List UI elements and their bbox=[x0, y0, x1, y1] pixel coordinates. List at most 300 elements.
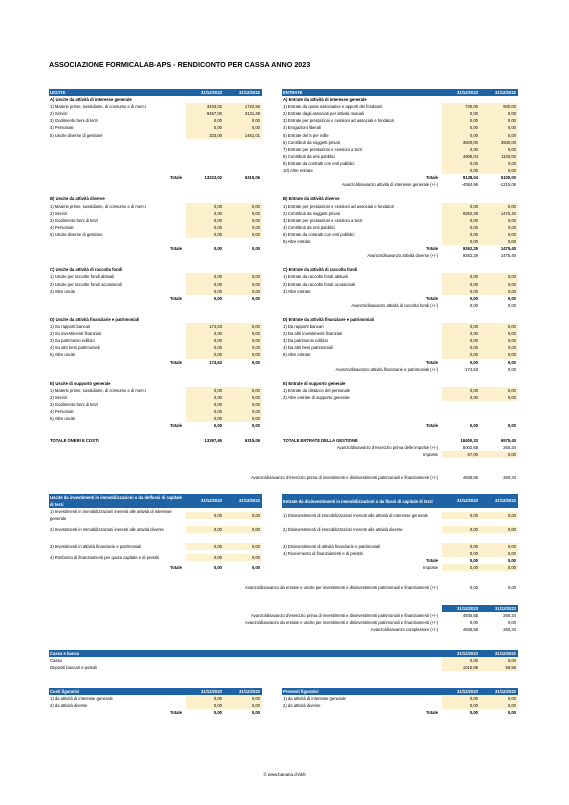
value-2023: 9138,04 bbox=[462, 175, 478, 181]
value-2023: 0,00 bbox=[186, 695, 224, 702]
table-row bbox=[49, 709, 262, 716]
value-2023: 0,00 bbox=[469, 620, 478, 626]
table-row bbox=[49, 217, 262, 224]
table-row bbox=[49, 231, 262, 238]
value-2023: 31/12/2023 bbox=[201, 498, 222, 504]
value-2023: 0,00 bbox=[442, 543, 480, 550]
value-2023: 0,00 bbox=[186, 273, 224, 280]
value-2023: 0,00 bbox=[469, 558, 478, 564]
table-row bbox=[282, 266, 518, 273]
value-2023: 0,00 bbox=[213, 246, 222, 252]
value-2022: 0,00 bbox=[480, 288, 518, 295]
value-2022: 0,00 bbox=[224, 337, 262, 344]
row-label: 3) Altre entrate bbox=[283, 288, 311, 294]
value-2022: 0,00 bbox=[480, 203, 518, 210]
value-2023: 333,00 bbox=[186, 132, 224, 139]
value-2023: 31/12/2023 bbox=[457, 498, 478, 504]
table-row bbox=[282, 337, 518, 344]
table-row bbox=[282, 288, 518, 295]
row-label: 1) Entrate da raccolte fondi abituali bbox=[283, 274, 348, 280]
table-row bbox=[282, 330, 518, 337]
spacer-row bbox=[282, 536, 518, 543]
row-label: Cassa e banca bbox=[50, 651, 80, 656]
value-2022: 31/12/2022 bbox=[495, 498, 516, 504]
value-2023: 9262,29 bbox=[462, 246, 478, 252]
spacer-row bbox=[49, 160, 262, 167]
value-2022: 0,00 bbox=[480, 124, 518, 131]
table-row bbox=[282, 295, 518, 302]
row-label: C) Entrate da attività di raccolta fondi bbox=[283, 267, 358, 273]
row-label: 3) Entrate per prestazioni e cessioni a terzi bbox=[283, 217, 363, 223]
value-2022: 1100,00 bbox=[480, 153, 518, 160]
value-2022: 0,00 bbox=[480, 146, 518, 153]
table-header-row bbox=[282, 89, 518, 96]
row-label: 3) Entrate per prestazioni e cessioni ad associati e fondatori bbox=[283, 118, 395, 124]
value-2022: 0,00 bbox=[224, 273, 262, 280]
spacer-row bbox=[282, 401, 518, 408]
table-header-row bbox=[282, 688, 518, 695]
value-2022: 0,00 bbox=[224, 554, 262, 561]
value-2023: 0,00 bbox=[442, 564, 480, 571]
table-row bbox=[282, 564, 518, 571]
value-2022: 0,00 bbox=[251, 423, 260, 429]
value-2023: 0,00 bbox=[186, 351, 224, 358]
table-row bbox=[282, 550, 518, 557]
row-label: 2) Su investimenti finanziari bbox=[50, 331, 102, 337]
value-2023: 0,00 bbox=[186, 281, 224, 288]
spacer-row bbox=[49, 259, 262, 266]
row-label: Avanzo/disavanzo d'esercizio prima di investimenti e disinvestimenti patrimoniali e finanziamenti (+/-) bbox=[250, 613, 438, 619]
table-row bbox=[282, 217, 518, 224]
riepilogo-avanzo-table bbox=[49, 605, 518, 633]
row-label: 1) Entrate da quote associative e apporti dei fondatori bbox=[283, 104, 383, 110]
table-header-row bbox=[49, 605, 518, 612]
table-row bbox=[282, 238, 518, 245]
table-row bbox=[49, 195, 262, 202]
row-label: 2) da attività diverse bbox=[50, 703, 88, 709]
value-2022: 0,00 bbox=[507, 302, 516, 308]
value-2022: 0,00 bbox=[480, 550, 518, 557]
row-label: 1) da attività di interesse generale bbox=[50, 696, 113, 702]
value-2023: 9457,00 bbox=[186, 110, 224, 117]
table-row bbox=[282, 557, 518, 564]
value-2022: 0,00 bbox=[480, 351, 518, 358]
row-label: 2) da attività diverse bbox=[283, 703, 321, 709]
spacer-row bbox=[282, 430, 518, 437]
row-label: 2) Altre entrate di supporto generale bbox=[283, 395, 350, 401]
value-2023: 174,63 bbox=[209, 359, 222, 365]
table-header-row bbox=[49, 494, 262, 508]
table-row bbox=[49, 295, 262, 302]
investimenti-uscite-table bbox=[49, 494, 262, 571]
row-label: B) Entrate da attività diverse bbox=[283, 196, 340, 202]
value-2023: 0,00 bbox=[442, 281, 480, 288]
table-row bbox=[282, 245, 518, 252]
row-label: 2) Investimenti in immobilizzazioni inerenti alle attività diverse bbox=[50, 526, 164, 532]
value-2022: 0,00 bbox=[224, 394, 262, 401]
value-2022: 0,00 bbox=[480, 695, 518, 702]
row-label: Avanzo/disavanzo complessivo (+/-) bbox=[370, 627, 438, 633]
table-row bbox=[49, 273, 262, 280]
row-label: 2) Uscite per raccolte fondi occasionali bbox=[50, 281, 122, 287]
value-2023: 174,63 bbox=[186, 323, 224, 330]
value-2022: 6575,40 bbox=[500, 437, 516, 443]
value-2023: -174,63 bbox=[463, 366, 478, 372]
value-2023: 0,00 bbox=[442, 323, 480, 330]
row-label bbox=[49, 605, 442, 612]
value-2022: 0,00 bbox=[224, 387, 262, 394]
row-label: 2) Entrate da raccolte fondi occasionali bbox=[283, 281, 356, 287]
row-label: Totale bbox=[425, 558, 438, 564]
value-2022: 0,00 bbox=[224, 203, 262, 210]
table-row bbox=[49, 657, 518, 664]
row-label: Totale bbox=[425, 295, 438, 301]
value-2023: 0,00 bbox=[469, 585, 478, 590]
value-2022: 0,00 bbox=[480, 387, 518, 394]
row-label: 4) Contributi da enti pubblici bbox=[283, 224, 335, 230]
value-2022: 260,34 bbox=[503, 475, 516, 480]
row-label: 3) Godimento beni di terzi bbox=[50, 217, 98, 223]
value-2023: 0,00 bbox=[213, 295, 222, 301]
value-2022: 0,00 bbox=[224, 695, 262, 702]
row-label: 5) Entrate del 5 per mille bbox=[283, 132, 329, 138]
value-2022: 0,00 bbox=[480, 238, 518, 245]
value-2022: 0,00 bbox=[507, 620, 516, 626]
row-label: USCITE bbox=[50, 90, 66, 95]
value-2023: 0,00 bbox=[442, 288, 480, 295]
value-2023: 0,00 bbox=[186, 117, 224, 124]
value-2023: 31/12/2023 bbox=[201, 689, 222, 694]
value-2022: 31/12/2022 bbox=[239, 498, 260, 504]
table-row bbox=[49, 288, 262, 295]
table-row bbox=[282, 195, 518, 202]
table-row bbox=[282, 702, 518, 709]
value-2022: 0,00 bbox=[224, 401, 262, 408]
value-2023: 4935,68 bbox=[462, 613, 478, 619]
value-2023: 0,00 bbox=[186, 330, 224, 337]
table-row bbox=[282, 110, 518, 117]
table-row bbox=[49, 550, 262, 564]
value-2022: 0,00 bbox=[224, 526, 262, 533]
table-row bbox=[49, 702, 262, 709]
row-label: Imposte bbox=[423, 565, 438, 571]
value-2023: 0,00 bbox=[442, 526, 480, 533]
row-label: D) Entrate da attività finanziarie e patrimoniali bbox=[283, 317, 374, 322]
row-label: Totale bbox=[169, 246, 182, 252]
table-row bbox=[49, 522, 262, 536]
table-row bbox=[49, 394, 262, 401]
table-row bbox=[282, 181, 518, 188]
table-row bbox=[49, 408, 262, 415]
value-2022: 0,00 bbox=[480, 132, 518, 139]
disinvestimenti-entrate-table bbox=[282, 494, 518, 571]
spacer-row bbox=[282, 373, 518, 380]
value-2022: 1722,56 bbox=[224, 103, 262, 110]
spacer-row bbox=[49, 430, 262, 437]
table-row bbox=[282, 203, 518, 210]
value-2022: 0,00 bbox=[251, 565, 260, 571]
table-row bbox=[49, 132, 262, 139]
value-2022: -1215,06 bbox=[499, 182, 516, 188]
value-2023: 0,00 bbox=[186, 210, 224, 217]
value-2023: 31/12/2023 bbox=[442, 605, 480, 612]
table-row bbox=[282, 709, 518, 716]
table-row bbox=[49, 626, 518, 633]
table-row bbox=[282, 359, 518, 366]
value-2022: 0,00 bbox=[224, 217, 262, 224]
spacer-row bbox=[49, 146, 262, 153]
value-2023: 0,00 bbox=[186, 288, 224, 295]
row-label: A) Entrate da attività di interesse generale bbox=[283, 97, 367, 103]
row-label: 9) Entrate da contratti con enti pubblici bbox=[283, 160, 355, 166]
table-row bbox=[49, 323, 262, 330]
row-label: E) Entrate di supporto generale bbox=[283, 380, 346, 386]
row-label: 1) Entrate da distacco del personale bbox=[283, 387, 351, 393]
value-2023: 0,00 bbox=[442, 344, 480, 351]
value-2023: 0,00 bbox=[442, 117, 480, 124]
value-2022: 0,00 bbox=[224, 281, 262, 288]
spacer-row bbox=[49, 181, 262, 188]
value-2023: 0,00 bbox=[186, 231, 224, 238]
table-row bbox=[49, 337, 262, 344]
table-row bbox=[282, 231, 518, 238]
value-2023: 0,00 bbox=[442, 550, 480, 557]
row-label: 5) Altre entrate bbox=[283, 352, 311, 358]
row-label: Avanzo/disavanzo da entrate e uscite per investimenti e disinvestimenti patrimoniali e finanziamenti (+/-) bbox=[245, 585, 438, 590]
value-2022: 0,00 bbox=[480, 394, 518, 401]
table-row bbox=[49, 281, 262, 288]
value-2022: 0,00 bbox=[224, 344, 262, 351]
row-label: Costi figurativi bbox=[50, 689, 80, 694]
table-row bbox=[49, 266, 262, 273]
row-label: Totale bbox=[169, 423, 182, 429]
table-row bbox=[49, 664, 518, 671]
value-2023: 0,00 bbox=[186, 543, 224, 550]
value-2022: 0,00 bbox=[251, 710, 260, 716]
value-2023: 0,00 bbox=[442, 217, 480, 224]
row-label: 1) Da rapporti bancari bbox=[283, 324, 324, 330]
table-header-row bbox=[282, 494, 518, 508]
value-2022: 0,00 bbox=[480, 512, 518, 519]
row-label: Totale bbox=[425, 175, 438, 181]
row-label: Avanzo/disavanzo attività finanziarie e patrimoniali (+/-) bbox=[335, 366, 438, 372]
value-2023: 0,00 bbox=[442, 167, 480, 174]
table-row bbox=[49, 422, 262, 429]
row-label: 3) Investimenti in attività finanziarie e patrimoniali bbox=[50, 544, 142, 550]
row-label: Cassa bbox=[50, 658, 62, 664]
value-2023: 5002,68 bbox=[462, 444, 478, 450]
value-2023: 4935,68 bbox=[462, 475, 478, 480]
table-row bbox=[282, 273, 518, 280]
value-2023: 0,00 bbox=[469, 359, 478, 365]
value-2022: 31/12/2022 bbox=[495, 90, 516, 95]
value-2023: 0,00 bbox=[442, 702, 480, 709]
spacer-row bbox=[49, 373, 262, 380]
table-row bbox=[282, 153, 518, 160]
row-label: 5) Altre uscite bbox=[50, 416, 76, 422]
value-2022: 0,00 bbox=[480, 167, 518, 174]
value-2022: 0,00 bbox=[224, 210, 262, 217]
cassa-banca-table bbox=[49, 650, 518, 671]
value-2023: 1015,88 bbox=[442, 664, 480, 671]
row-label: 1) Investimenti in immobilizzazioni inerenti alle attività di interesse generale bbox=[50, 509, 172, 521]
value-2022: 0,00 bbox=[480, 330, 518, 337]
row-label: Avanzo/disavanzo da entrate e uscite per investimenti e disinvestimenti patrimoniali e finanziamenti (+/-) bbox=[245, 620, 438, 626]
row-label: Imposte bbox=[423, 451, 438, 457]
row-label: TOTALE ENTRATE DELLA GESTIONE bbox=[283, 437, 358, 443]
avanzo-prima-investimenti-row bbox=[49, 474, 518, 481]
value-2022: 0,00 bbox=[224, 512, 262, 519]
spacer-row bbox=[282, 408, 518, 415]
table-row bbox=[282, 695, 518, 702]
table-row bbox=[282, 344, 518, 351]
value-2022: 6315,06 bbox=[244, 175, 260, 181]
value-2023: 0,00 bbox=[469, 295, 478, 301]
table-row bbox=[49, 124, 262, 131]
value-2023: 67,00 bbox=[442, 451, 480, 458]
value-2023: 13223,02 bbox=[204, 175, 222, 181]
table-row bbox=[49, 174, 262, 181]
row-label: 3) Godimento beni di terzi bbox=[50, 402, 98, 408]
value-2022: 0,00 bbox=[480, 451, 518, 458]
row-label: 3) Disinvestimenti di attività finanziarie e patrimoniali bbox=[283, 544, 381, 550]
table-row bbox=[282, 132, 518, 139]
row-label: Totale bbox=[169, 359, 182, 365]
row-label: 3) Da patrimonio edilizio bbox=[283, 338, 328, 344]
value-2022: 260,34 bbox=[503, 613, 516, 619]
row-label: 1) Su rapporti bancari bbox=[50, 324, 91, 330]
value-2023: 0,00 bbox=[186, 124, 224, 131]
value-2023: 0,00 bbox=[213, 710, 222, 716]
value-2022: 0,00 bbox=[480, 323, 518, 330]
table-row bbox=[282, 146, 518, 153]
row-label: A) Uscite da attività di interesse generale bbox=[50, 97, 132, 103]
value-2022: 6315,06 bbox=[244, 437, 260, 443]
row-label: 1) da attività di interesse generale bbox=[283, 696, 346, 702]
value-2023: 3500,00 bbox=[442, 139, 480, 146]
value-2023: 0,00 bbox=[442, 695, 480, 702]
value-2023: 0,00 bbox=[186, 394, 224, 401]
row-label: 4) Personale bbox=[50, 125, 74, 131]
spacer-row bbox=[49, 139, 262, 146]
value-2022: 0,00 bbox=[480, 160, 518, 167]
value-2023: 0,00 bbox=[442, 337, 480, 344]
value-2023: 0,00 bbox=[442, 512, 480, 519]
row-label: 4) Ricevimento di finanziamenti e di prestiti bbox=[283, 551, 363, 557]
value-2023: 31/12/2023 bbox=[457, 689, 478, 694]
table-row bbox=[49, 344, 262, 351]
value-2023: 0,00 bbox=[469, 302, 478, 308]
uscite-table bbox=[49, 89, 262, 444]
row-label: 2) Servizi bbox=[50, 395, 68, 401]
table-row bbox=[282, 117, 518, 124]
table-row bbox=[49, 210, 262, 217]
spacer-row bbox=[49, 536, 262, 543]
row-label: Uscite da investimenti in immobilizzazioni o da deflussi di capitale di terzi bbox=[50, 495, 182, 507]
value-2023: 0,00 bbox=[213, 565, 222, 571]
row-label: 6) Contributi da soggetti privati bbox=[283, 139, 340, 145]
row-label: 1) Disinvestimenti di immobilizzazioni inerenti alle attività di interesse generale bbox=[283, 512, 428, 518]
row-label: E) Uscite di supporto generale bbox=[50, 380, 111, 386]
proventi-figurativi-table bbox=[282, 688, 518, 716]
row-label: Totale bbox=[425, 710, 438, 716]
value-2023: 0,00 bbox=[442, 330, 480, 337]
table-row bbox=[282, 302, 518, 309]
value-2022: 0,00 bbox=[480, 526, 518, 533]
value-2023: 0,00 bbox=[186, 203, 224, 210]
table-row bbox=[282, 281, 518, 288]
costi-figurativi-table bbox=[49, 688, 262, 716]
value-2023: 4908,04 bbox=[442, 153, 480, 160]
row-label: Totale bbox=[169, 565, 182, 571]
value-2022: 0,00 bbox=[224, 702, 262, 709]
value-2023: 0,00 bbox=[186, 344, 224, 351]
value-2022: 0,00 bbox=[507, 585, 516, 590]
value-2023: 0,00 bbox=[186, 387, 224, 394]
value-2023: 18400,33 bbox=[460, 437, 478, 443]
table-row bbox=[49, 619, 518, 626]
row-label: 1) Entrate per prestazioni e cessioni ad associati e fondatori bbox=[283, 203, 395, 209]
row-label: 10) Altre entrate bbox=[283, 168, 313, 174]
value-2022: 0,00 bbox=[480, 231, 518, 238]
spacer-row bbox=[282, 309, 518, 316]
value-2022: 0,00 bbox=[224, 351, 262, 358]
table-row bbox=[282, 351, 518, 358]
table-row bbox=[49, 543, 262, 550]
value-2022: 0,00 bbox=[480, 281, 518, 288]
value-2022: 0,00 bbox=[507, 366, 516, 372]
value-2022: 0,00 bbox=[224, 323, 262, 330]
value-2023: 0,00 bbox=[186, 217, 224, 224]
value-2022: 0,00 bbox=[480, 543, 518, 550]
value-2022: 5100,00 bbox=[500, 175, 516, 181]
row-label: 4) Da altri beni patrimoniali bbox=[283, 345, 333, 351]
table-row bbox=[282, 103, 518, 110]
table-row bbox=[49, 316, 262, 323]
value-2022: 0,00 bbox=[224, 288, 262, 295]
value-2022: 0,00 bbox=[480, 657, 518, 664]
value-2022: 1475,40 bbox=[500, 253, 516, 259]
value-2023: 0,00 bbox=[186, 408, 224, 415]
value-2023: 0,00 bbox=[442, 394, 480, 401]
table-row bbox=[282, 224, 518, 231]
row-label: 5) Entrate da contratti con enti pubblici bbox=[283, 231, 355, 237]
row-label: 1) Uscite per raccolte fondi abituali bbox=[50, 274, 115, 280]
table-row bbox=[282, 124, 518, 131]
table-row bbox=[282, 394, 518, 401]
spacer-row bbox=[49, 309, 262, 316]
table-header-row bbox=[49, 688, 262, 695]
row-label: 2) Entrate dagli associati per attività mutuali bbox=[283, 111, 364, 117]
table-row bbox=[49, 415, 262, 422]
table-row bbox=[282, 167, 518, 174]
table-row bbox=[49, 117, 262, 124]
table-row bbox=[49, 359, 262, 366]
value-2022: 31/12/2022 bbox=[480, 605, 518, 612]
spacer-row bbox=[49, 188, 262, 195]
page-title: ASSOCIAZIONE FORMICALAB-APS - RENDICONTO PER CASSA ANNO 2023 bbox=[49, 60, 311, 69]
table-row bbox=[282, 366, 518, 373]
row-label: 3) Godimento beni di terzi bbox=[50, 118, 98, 124]
table-row bbox=[282, 444, 518, 451]
table-row bbox=[49, 380, 262, 387]
row-label: 5) Altre uscite bbox=[50, 352, 76, 358]
value-2023: 0,00 bbox=[186, 415, 224, 422]
value-2023: 31/12/2023 bbox=[201, 90, 222, 95]
value-2023: 0,00 bbox=[186, 224, 224, 231]
row-label: 4) Rimborso di finanziamenti per quota capitale e di prestiti bbox=[50, 554, 159, 560]
table-row bbox=[282, 96, 518, 103]
